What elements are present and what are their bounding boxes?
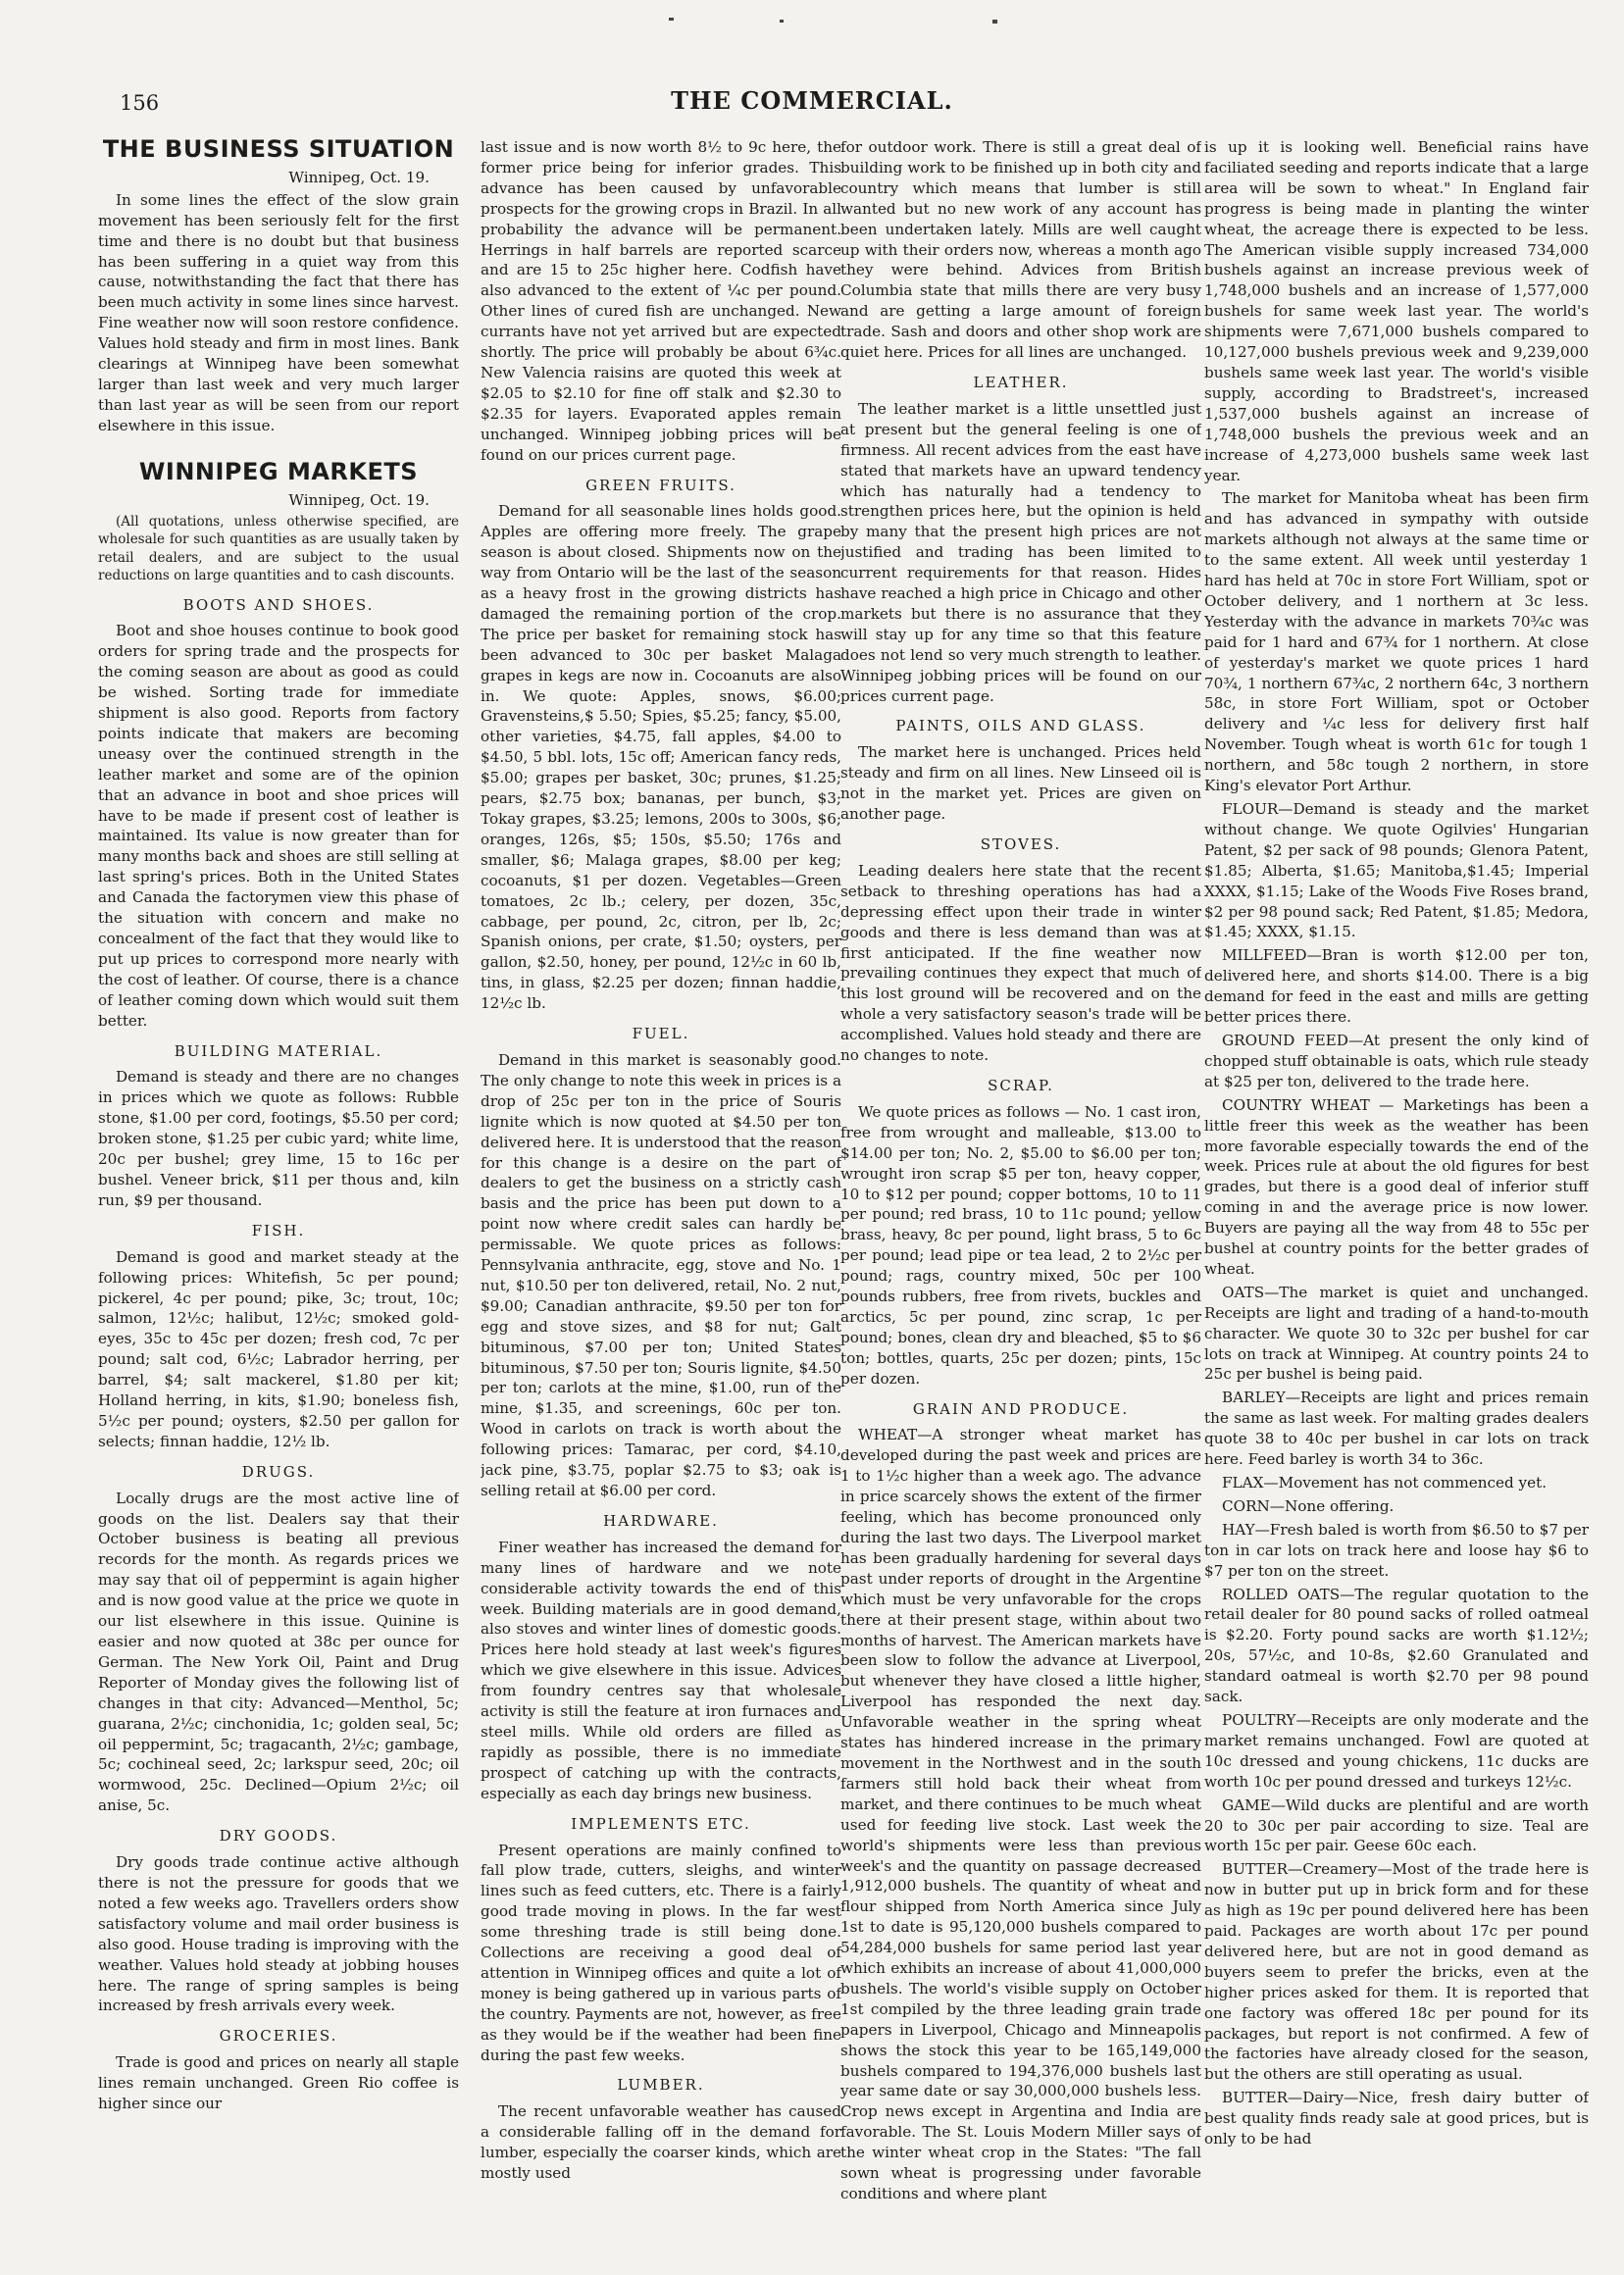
market-entry-dairy-butter: BUTTER—Dairy—Nice, fresh dairy butter of best quality finds ready sale at good prices, but is only to be had [1204, 2089, 1589, 2149]
article-paragraph: We quote prices as follows — No. 1 cast iron, free from wrought and malleable, $13.00 to $14.00 per ton; No. 2, $5.00 to $6.00 per ton; wrought iron scrap $5 per ton, heavy copper, 10 to $12 per pound; copper bottoms, 10 to 11 per pound; red brass, 10 to 11c pound; yellow brass, heavy, 8c per pound, light brass, 5 to 6c per pound; lead pipe or tea lead, 2 to 2½c per pound; rags, country mixed, 50c per 100 pounds rubbers, free from rivets, buckles and arctics, 5c per pound, zinc scrap, 1c per pound; bones, clean dry and bleached, $5 to $6 ton; bottles, quarts, 25c per dozen; pints, 15c per dozen. [840, 1102, 1201, 1388]
section-heading-winnipeg-markets: WINNIPEG MARKETS [138, 457, 419, 485]
subheading-stoves: STOVES. [980, 835, 1062, 853]
subheading-fuel: FUEL. [632, 1025, 690, 1043]
article-paragraph: Locally drugs are the most active line of goods on the list. Dealers say that their October business is beating all previous records for the month. As regards prices we may say that oil of peppermint is again higher and is now good value at the price we quote in our list elsewhere in this issue. Quinine is easier and now quoted at 38c per ounce for German. The New York Oil, Paint and Drug Reporter of Monday gives the following list of changes in that city: Advanced—Menthol, 5c; guarana, 2½c; cinchonidia, 1c; golden seal, 5c; oil peppermint, 5c; tragacanth, 2½c; gambage, 5c; cochineal seed, 2c; larkspur seed, 20c; oil wormwood, 25c. Declined—Opium 2½c; oil anise, 5c. [98, 1489, 459, 1815]
article-paragraph: In some lines the effect of the slow grain movement has been seriously felt for the first time and there is no doubt but that business has been suffering in a quiet way from this cause, notwithstanding the fact that there has been much activity in some lines since harvest. Fine weather now will soon restore confidence. Values hold steady and firm in most lines. Bank clearings at Winnipeg have been somewhat larger than last week and very much larger than last year as will be seen from our report elsewhere in this issue. [98, 190, 459, 434]
market-entry-poultry: POULTRY—Receipts are only moderate and the market remains unchanged. Fowl are quoted at 10c dressed and young chickens, 11c ducks are worth 10c per pound dressed and turkeys 12½c. [1204, 1710, 1589, 1791]
article-paragraph: WHEAT—A stronger wheat market has developed during the past week and prices are 1 to 1½c higher than a week ago. The advance in price scarcely shows the extent of the firmer feeling, which has become pronounced only during the last two days. The Liverpool market has been gradually hardening for several days past under reports of drought in the Argentine which must be very unfavorable for the crops there at their present stage, within about two months of harvest. The American markets have been slow to follow the advance at Liverpool, but whenever they have closed a little higher, Liverpool has responded the next day. Unfavorable weather in the spring wheat states has hindered increase in the primary movement in the Northwest and in the south farmers still hold back their wheat from market, and there continues to be much wheat used for feeding live stock. Last week the world's shipments were less than previous week's and the quantity on passage decreased 1,912,000 bushels. The quantity of wheat and flour shipped from North America since July 1st to date is 95,120,000 bushels compared to 54,284,000 bushels for same period last year which exhibits an increase of about 41,000,000 bushels. The world's visible supply on October 1st compiled by the three leading grain trade papers in Liverpool, Chicago and Minneapolis shows the stock this year to be 165,149,000 bushels compared to 194,376,000 bushels last year same date or say 30,000,000 bushels less. Crop news except in Argentina and India are favorable. The St. Louis Modern Miller says of the winter wheat crop in the States: "The fall sown wheat is progressing under favorable conditions and where plant [840, 1426, 1201, 2202]
dateline: Winnipeg, Oct. 19. [288, 168, 430, 186]
article-paragraph: Leading dealers here state that the recent setback to threshing operations has had a depressing effect upon their trade in winter goods and there is less demand than was at first anticipated. If the fine weather now prevailing continues they expect that much of this lost ground will be recovered and on the whole a very satisfactory season's trade will be accomplished. Values hold steady and there are no changes to note. [840, 861, 1201, 1065]
market-entry-ground-feed: GROUND FEED—At present the only kind of chopped stuff obtainable is oats, which rule steady at $25 per ton, delivered to the trade here. [1204, 1031, 1589, 1090]
market-entry-millfeed: MILLFEED—Bran is worth $12.00 per ton, delivered here, and shorts $14.00. There is a big demand for feed in the east and mills are getting better prices there. [1204, 946, 1589, 1027]
section-heading-business-situation: THE BUSINESS SITUATION [102, 137, 455, 163]
column-3 [840, 137, 1201, 2236]
subheading-hardware: HARDWARE. [603, 1511, 719, 1530]
subheading-fish: FISH. [251, 1221, 306, 1239]
article-paragraph: Demand in this market is seasonably good. The only change to note this week in prices is a drop of 25c per ton in the price of Souris lignite which is now quoted at $4.50 per ton delivered here. It is understood that the reason for this change is a desire on the part of dealers to get the business on a strictly cash basis and the price has been put down to a point now where credit sales can hardly be permissable. We quote prices as follows: Pennsylvania anthracite, egg, stove and No. 1 nut, $10.50 per ton delivered, retail, No. 2 nut, $9.00; Canadian anthracite, $9.50 per ton for egg and stove sizes, and $8 for nut; Galt bituminous, $7.00 per ton; United States bituminous, $7.50 per ton; Souris lignite, $4.50 per ton; carlots at the mine, $1.00, run of the mine, $1.35, and screenings, 60c per ton. Wood in carlots on track is worth about the following prices: Tamarac, per cord, $4.10, jack pine, $3.75, poplar $2.75 to $3; oak is selling retail at $6.00 per cord. [481, 1050, 841, 1499]
quotation-note: (All quotations, unless otherwise specified, are wholesale for such quantities as are usually taken by retail dealers, and are subject to the usual reductions on large quantities and to cash discounts. [98, 513, 459, 583]
article-paragraph: Boot and shoe houses continue to book good orders for spring trade and the prospects for the coming season are about as good as could be wished. Sorting trade for immediate shipment is also good. Reports from factory points indicate that makers are becoming uneasy over the continued strength in the leather market and some are of the opinion that an advance in boot and shoe prices will have to be made if present cost of leather is maintained. Its value is now greater than for many months back and shoes are still selling at last spring's prices. Both in the United States and Canada the factorymen view this phase of the situation with concern and make no concealment of the fact that they would like to put up prices to correspond more nearly with the cost of leather. Of course, there is a chance of leather coming down which would suit them better. [98, 622, 459, 1030]
market-entry-corn: CORN—None offering. [1222, 1496, 1395, 1515]
scan-speck [669, 18, 674, 21]
scan-speck [992, 20, 997, 24]
market-entry-rolled-oats: ROLLED OATS—The regular quotation to the retail dealer for 80 pound sacks of rolled oatmeal is $2.20. Forty pound sacks are worth $1.12½; 20s, 57½c, and 10-8s, $2.60 Granulated and standard oatmeal is worth $2.70 per 98 pound sack. [1204, 1585, 1589, 1706]
market-entry-hay: HAY—Fresh baled is worth from $6.50 to $7 per ton in car lots on track here and loose hay $6 to $7 per ton on the street. [1204, 1520, 1589, 1580]
subheading-drugs: DRUGS. [241, 1462, 316, 1481]
article-paragraph: Dry goods trade continue active although there is not the pressure for goods that we noted a few weeks ago. Travellers orders show satisfactory volume and mail order business is also good. House trading is improving with the weather. Values hold steady at jobbing houses here. The range of spring samples is being increased by fresh arrivals every week. [98, 1853, 459, 2015]
article-paragraph: last issue and is now worth 8½ to 9c here, the former price being for inferior grades. This advance has been caused by unfavorable prospects for the growing crops in Brazil. In all probability the advance will be permanent. Herrings in half barrels are reported scarce and are 15 to 25c higher here. Codfish have also advanced to the extent of ¼c per pound. Other lines of cured fish are unchanged. New currants have not yet arrived but are expected shortly. The price will probably be about 6¾c. New Valencia raisins are quoted this week at $2.05 to $2.10 for fine off stalk and $2.30 to $2.35 for layers. Evaporated apples remain unchanged. Winnipeg jobbing prices will be found on our prices current page. [481, 138, 841, 464]
subheading-scrap: SCRAP. [988, 1076, 1054, 1094]
article-paragraph: Present operations are mainly confined to fall plow trade, cutters, sleighs, and winter lines such as feed cutters, etc. There is a fairly good trade moving in plows. In the far west some threshing trade is still being done. Collections are receiving a good deal of attention in Winnipeg offices and quite a lot of money is being gathered up in various parts of the country. Payments are not, however, as free as they would be if the weather had been fine during the past few weeks. [481, 1841, 841, 2064]
article-paragraph: is up it is looking well. Beneficial rains have faciliated seeding and reports indicate that a large area will be sown to wheat." In England fair progress is being made in planting the winter wheat, the acreage there is expected to be less. The American visible supply increased 734,000 bushels against an increase previous week of 1,748,000 bushels and an increase of 1,577,000 bushels for same week last year. The world's shipments were 7,671,000 bushels compared to 10,127,000 bushels previous week and 9,239,000 bushels same week last year. The world's visible supply, according to Bradstreet's, increased 1,537,000 bushels against an increase of 1,748,000 bushels the previous week and an increase of 4,273,000 bushels same week last year. [1204, 138, 1589, 484]
subheading-paints-oils-glass: PAINTS, OILS AND GLASS. [895, 717, 1146, 735]
subheading-green-fruits: GREEN FRUITS. [585, 476, 736, 494]
market-entry-country-wheat: COUNTRY WHEAT — Marketings has been a little freer this week as the weather has been more favorable especially towards the end of the week. Prices rule at about the old figures for best grades, but there is a good deal of inferior stuff coming in and the average price is now lower. Buyers are paying all the way from 48 to 55c per bushel at country points for the better grades of wheat. [1204, 1095, 1589, 1278]
subheading-dry-goods: DRY GOODS. [219, 1827, 338, 1845]
article-paragraph: Finer weather has increased the demand for many lines of hardware and we note considerable activity towards the end of this week. Building materials are in good demand, also stoves and winter lines of domestic goods. Prices here hold steady at last week's figures which we give elsewhere in this issue. Advices from foundry centres say that wholesale activity is still the feature at iron furnaces and steel mills. While old orders are filled as rapidly as possible, there is no immediate prospect of catching up with the contracts, especially as each day brings new business. [481, 1538, 841, 1802]
page-number: 156 [120, 91, 160, 115]
market-entry-creamery-butter: BUTTER—Creamery—Most of the trade here is now in butter put up in brick form and for these as high as 19c per pound delivered here has been paid. Packages are worth about 17c per pound delivered here, but are not in good demand as buyers seem to prefer the bricks, even at the higher prices asked for them. It is reported that one factory was offered 18c per pound for its packages, but report is not confirmed. A few of the factories have already closed for the season, but the others are still operating as usual. [1204, 1860, 1589, 2084]
subheading-boots-and-shoes: BOOTS AND SHOES. [182, 595, 375, 614]
subheading-building-material: BUILDING MATERIAL. [174, 1041, 383, 1060]
column-2 [481, 137, 841, 2236]
article-paragraph: for outdoor work. There is still a great deal of building work to be finished up in both city and country which means that lumber is still wanted but no new work of any account has been undertaken lately. Mills are well caught up with their orders now, whereas a month ago they were behind. Advices from British Columbia state that mills there are very busy and are getting a large amount of foreign trade. Sash and doors and other shop work are quiet here. Prices for all lines are unchanged. [840, 138, 1201, 362]
market-entry-flour: FLOUR—Demand is steady and the market without change. We quote Ogilvies' Hungarian Patent, $2 per sack of 98 pounds; Glenora Patent, $1.85; Alberta, $1.65; Manitoba,$1.45; Imperial XXXX, $1.15; Lake of the Woods Five Roses brand, $2 per 98 pound sack; Red Patent, $1.85; Medora, $1.45; XXXX, $1.15. [1204, 800, 1589, 941]
article-paragraph: The market here is unchanged. Prices held steady and firm on all lines. New Linseed oil is not in the market yet. Prices are given on another page. [840, 743, 1201, 824]
masthead: THE COMMERCIAL. [671, 86, 953, 115]
article-paragraph: Trade is good and prices on nearly all staple lines remain unchanged. Green Rio coffee is higher since our [98, 2053, 459, 2113]
subheading-groceries: GROCERIES. [219, 2027, 338, 2046]
article-paragraph: The leather market is a little unsettled just at present but the general feeling is one of firmness. All recent advices from the east have stated that markets have an upward tendency which has naturally had a tendency to strengthen prices here, but the opinion is held by many that the present high prices are not justified and trading has been limited to current requirements for that reason. Hides have reached a high price in Chicago and other markets but there is no assurance that they will stay up for any time so that this feature does not lend so very much strength to leather. Winnipeg jobbing prices will be found on our prices current page. [840, 399, 1201, 705]
subheading-lumber: LUMBER. [617, 2076, 705, 2095]
market-entry-game: GAME—Wild ducks are plentiful and are worth 20 to 30c per pair according to size. Teal are worth 15c per pair. Geese 60c each. [1204, 1795, 1589, 1855]
subheading-leather: LEATHER. [973, 373, 1069, 391]
article-paragraph: The recent unfavorable weather has caused a considerable falling off in the demand for lumber, especially the coarser kinds, which are mostly used [481, 2102, 841, 2183]
article-paragraph: Demand is good and market steady at the following prices: Whitefish, 5c per pound; pickerel, 4c per pound; pike, 3c; trout, 10c; salmon, 12½c; halibut, 12½c; smoked gold-eyes, 35c to 45c per dozen; fresh cod, 7c per pound; salt cod, 6½c; Labrador herring, per barrel, $4; salt mackerel, $1.80 per kit; Holland herring, in kits, $1.90; boneless fish, 5½c per pound; oysters, $2.50 per gallon for selects; finnan haddie, 12½ lb. [98, 1247, 459, 1450]
subheading-implements: IMPLEMENTS ETC. [571, 1814, 751, 1833]
article-paragraph: Demand for all seasonable lines holds good. Apples are offering more freely. The grape season is about closed. Shipments now on the way from Ontario will be the last of the season as a heavy frost in the growing districts has damaged the remaining portion of the crop. The price per basket for remaining stock has been advanced to 30c per basket Malaga grapes in kegs are now in. Cocoanuts are also in. We quote: Apples, snows, $6.00; Gravensteins,$ 5.50; Spies, $5.25; fancy, $5.00, other varieties, $4.75, fall apples, $4.00 to $4.50, 5 bbl. lots, 15c off; American fancy reds, $5.00; grapes per basket, 30c; prunes, $1.25; pears, $2.75 box; bananas, per bunch, $3; Tokay grapes, $3.25; lemons, 200s to 300s, $6; oranges, 126s, $5; 150s, $5.50; 176s and smaller, $6; Malaga grapes, $8.00 per keg; cocoanuts, $1 per dozen. Vegetables—Green tomatoes, 2c lb.; celery, per dozen, 35c, cabbage, per pound, 2c, citron, per lb, 2c; Spanish onions, per crate, $1.50; oysters, per gallon, $2.50, honey, per pound, 12½c in 60 lb, tins, in glass, $2.25 per dozen; finnan haddie, 12½c lb. [481, 502, 841, 1013]
subheading-grain-and-produce: GRAIN AND PRODUCE. [912, 1399, 1130, 1418]
column-1 [98, 137, 459, 2236]
article-paragraph: Demand is steady and there are no changes in prices which we quote as follows: Rubble stone, $1.00 per cord, footings, $5.50 per cord; broken stone, $1.25 per cubic yard; white lime, 20c per bushel; grey lime, 15 to 16c per bushel. Veneer brick, $11 per thous and, kiln run, $9 per thousand. [98, 1068, 459, 1209]
column-4 [1204, 137, 1589, 2236]
market-entry-barley: BARLEY—Receipts are light and prices remain the same as last week. For malting grades dealers quote 38 to 40c per bushel in car lots on track here. Feed barley is worth 34 to 36c. [1204, 1389, 1589, 1469]
market-entry-oats: OATS—The market is quiet and unchanged. Receipts are light and trading of a hand-to-mouth character. We quote 30 to 32c per bushel for car lots on track at Winnipeg. At country points 24 to 25c per bushel is being paid. [1204, 1283, 1589, 1384]
scan-speck [780, 20, 784, 23]
article-paragraph: The market for Manitoba wheat has been firm and has advanced in sympathy with outside markets although not always at the same time or to the same extent. All week until yesterday 1 hard has held at 70c in store Fort William, spot or October delivery, and 1 northern at 3c less. Yesterday with the advance in markets 70¾c was paid for 1 hard and 67¾ for 1 northern. At close of yesterday's market we quote prices 1 hard 70¾, 1 northern 67¾c, 2 northern 64c, 3 northern 58c, in store Fort William, spot or October delivery and ¼c less for delivery first half November. Tough wheat is worth 61c for tough 1 northern, and 58c tough 2 northern, in store King's elevator Port Arthur. [1204, 489, 1589, 795]
market-entry-flax: FLAX—Movement has not commenced yet. [1222, 1474, 1548, 1491]
dateline: Winnipeg, Oct. 19. [288, 490, 430, 509]
